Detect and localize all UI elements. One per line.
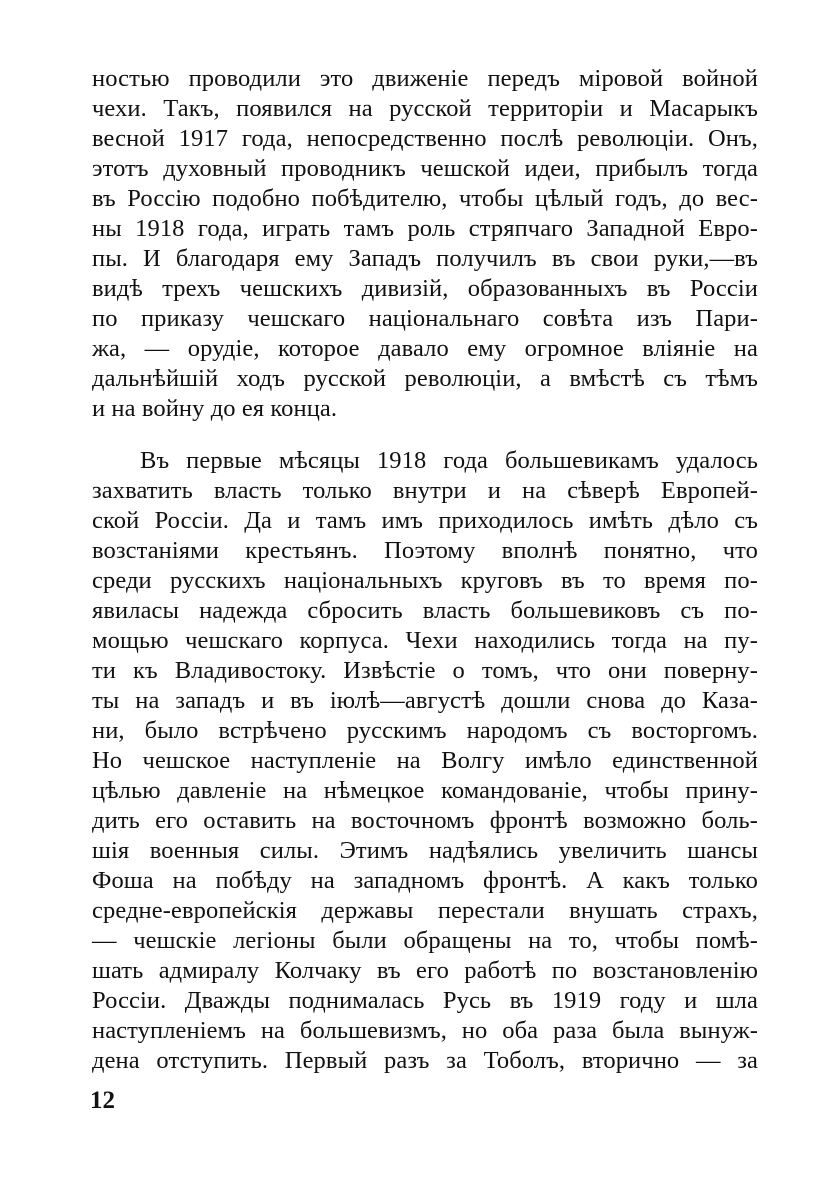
text-line: жа, — орудіе, которое давало ему огромное вліяніе на [92,335,758,362]
text-line: по приказу чешскаго національнаго совѣта изъ Пари- [92,305,758,332]
text-line: ты на западъ и въ іюлѣ—августѣ дошли снова до Каза- [92,687,758,714]
text-line: мощью чешскаго корпуса. Чехи находились тогда на пу- [92,627,758,654]
text-line: ской Россіи. Да и тамъ имъ приходилось имѣть дѣло съ [92,507,758,534]
text-line: ни, было встрѣчено русскимъ народомъ съ восторгомъ. [92,717,758,744]
text-line: дена отступить. Первый разъ за Тоболъ, вторично — за [92,1047,758,1074]
text-line: захватить власть только внутри и на сѣверѣ Европей- [92,477,758,504]
text-line: въ Россію подобно побѣдителю, чтобы цѣлый годъ, до вес- [92,185,758,212]
text-line: цѣлью давленіе на нѣмецкое командованіе, чтобы прину- [92,777,758,804]
text-line: чехи. Такъ, появился на русской территоріи и Масарыкъ [92,95,758,122]
text-line: ностью проводили это движеніе передъ міровой войной [92,65,758,92]
text-line: среди русскихъ національныхъ круговъ въ то время по- [92,567,758,594]
text-line: шать адмиралу Колчаку въ его работѣ по возстановленію [92,957,758,984]
text-line: шія военныя силы. Этимъ надѣялись увеличить шансы [92,837,758,864]
text-line: дить его оставить на восточномъ фронтѣ возможно боль- [92,807,758,834]
text-line: и на войну до ея конца. [92,395,338,422]
text-line: явиласы надежда сбросить власть большевиковъ съ по- [92,597,758,624]
text-line: Россіи. Дважды поднималась Русь въ 1919 году и шла [92,987,758,1014]
text-line: весной 1917 года, непосредственно послѣ революціи. Онъ, [92,125,758,152]
text-line: Въ первые мѣсяцы 1918 года большевикамъ удалось [140,447,758,474]
text-line: дальнѣйшій ходъ русской революціи, а вмѣстѣ съ тѣмъ [92,365,758,392]
text-line: ны 1918 года, играть тамъ роль стряпчаго Западной Евро- [92,215,758,242]
text-line: средне-европейскія державы перестали внушать страхъ, [92,897,758,924]
text-line: пы. И благодаря ему Западъ получилъ въ свои руки,—въ [92,245,758,272]
text-line: Но чешское наступленіе на Волгу имѣло единственной [92,747,758,774]
text-line: ти къ Владивостоку. Извѣстіе о томъ, что они поверну- [92,657,758,684]
text-line: наступленіемъ на большевизмъ, но оба раза была вынуж- [92,1017,758,1044]
text-line: Фоша на побѣду на западномъ фронтѣ. А какъ только [92,867,758,894]
text-line: — чешскіе легіоны были обращены на то, чтобы помѣ- [92,927,758,954]
page-number: 12 [90,1087,115,1114]
text-line: видѣ трехъ чешскихъ дивизій, образованныхъ въ Россіи [92,275,758,302]
text-line: возстаніями крестьянъ. Поэтому вполнѣ понятно, что [92,537,758,564]
text-line: этотъ духовный проводникъ чешской идеи, прибылъ тогда [92,155,758,182]
